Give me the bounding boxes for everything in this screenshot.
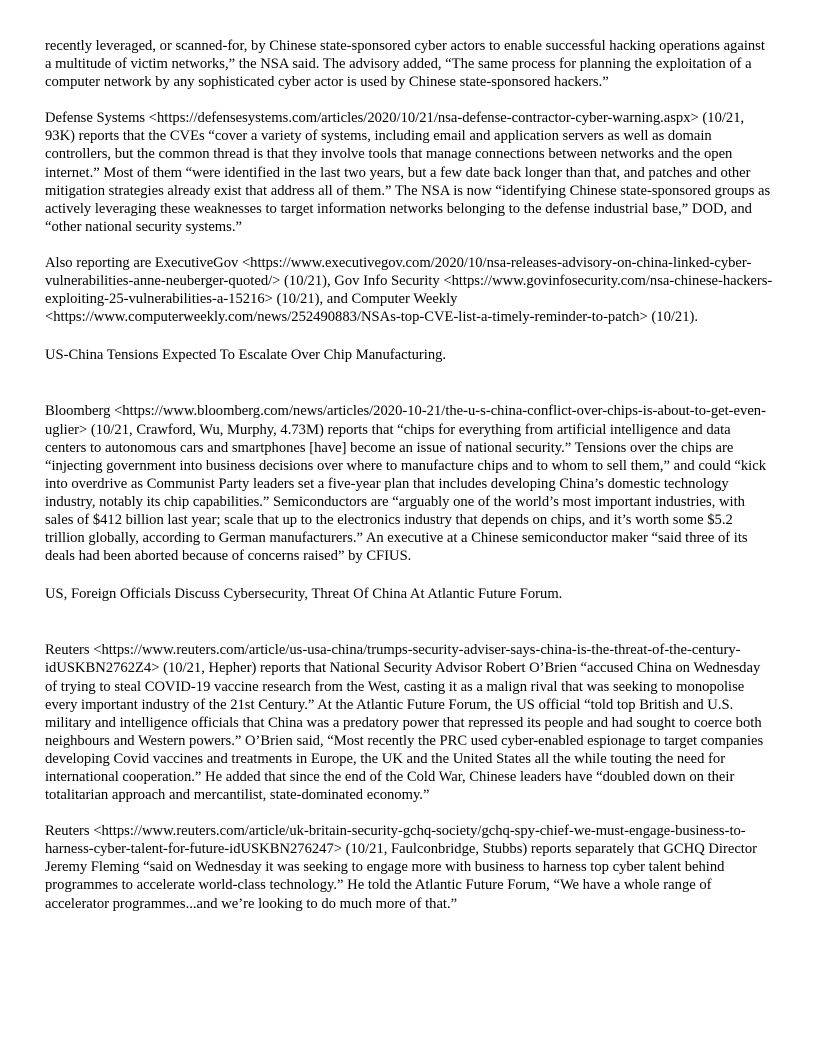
paragraph-reuters-obrien: Reuters <https://www.reuters.com/article/us-usa-china/trumps-security-adviser-says-china-is-the-threat-of-the-century-idUSKBN2762Z4> (10/21, Hepher) reports that National Security Advisor Robert O’Brien “accused China on Wednesday of trying to steal COVID-19 vaccine research from the West, casting it as a malign rival that was seeking to monopolise every important industry of the 21st Century.” At the Atlantic Future Forum, the US official “told top British and U.S. military and intelligence officials that China was a predatory power that repressed its people and had sought to coerce both neighbours and Western powers.” O’Brien said, “Most recently the PRC used cyber-enabled espionage to target companies developing Covid vaccines and treatments in Europe, the UK and the United States all the while touting the need for international cooperation.” He added that since the end of the Cold War, Chinese leaders have “doubled down on their totalitarian approach and mercantilist, state-dominated economy.”: [45, 642, 764, 804]
document-page: [45, 37, 775, 931]
section-heading-atlantic-forum: US, Foreign Officials Discuss Cybersecurity, Threat Of China At Atlantic Future Forum.: [45, 586, 563, 603]
paragraph-defense-systems: Defense Systems <https://defensesystems.com/articles/2020/10/21/nsa-defense-contractor-cyber-warning.aspx> (10/21, 93K) reports that the CVEs “cover a variety of systems, including email and application servers as well as domain controllers, but the common thread is that they involve tools that manage connections between networks and the open internet.” Most of them “were identified in the last two years, but a few date back longer than that, and patches and other mitigation strategies already exist that address all of them.” The NSA is now “identifying Chinese state-sponsored groups as actively leveraging these weaknesses to target information networks belonging to the defense industrial base,” DOD, and “other national security systems.”: [45, 110, 771, 235]
paragraph-bloomberg-chips: Bloomberg <https://www.bloomberg.com/news/articles/2020-10-21/the-u-s-china-conflict-over-chips-is-about-to-get-even-uglier> (10/21, Crawford, Wu, Murphy, 4.73M) reports that “chips for everything from artificial intelligence and data centers to autonomous cars and smartphones [have] become an issue of national security.” Tensions over the chips are “injecting government into business decisions over where to manufacture chips and to whom to sell them,” and could “kick into overdrive as Communist Party leaders set a five-year plan that includes developing China’s domestic technology industry, notably its chip capabilities.” Semiconductors are “arguably one of the world’s most important industries, with sales of $412 billion last year; scale that up to the electronics industry that depends on chips, and it’s worth some $5.2 trillion globally, according to German manufacturers.” An executive at a Chinese semiconductor maker “said three of its deals had been aborted because of concerns raised” by CFIUS.: [45, 403, 766, 565]
paragraph-nsa-continued: recently leveraged, or scanned-for, by Chinese state-sponsored cyber actors to enable successful hacking operations against a multitude of victim networks,” the NSA said. The advisory added, “The same process for planning the exploitation of a computer network by any sophisticated cyber actor is used by Chinese state-sponsored hackers.”: [45, 38, 765, 91]
paragraph-reuters-gchq: Reuters <https://www.reuters.com/article/uk-britain-security-gchq-society/gchq-spy-chief-we-must-engage-business-to-harness-cyber-talent-for-future-idUSKBN276247> (10/21, Faulconbridge, Stubbs) reports separately that GCHQ Director Jeremy Fleming “said on Wednesday it was seeking to engage more with business to harness top cyber talent behind programmes to accelerate world-class technology.” He told the Atlantic Future Forum, “We have a whole range of accelerator programmes...and we’re looking to do much more of that.”: [45, 823, 758, 912]
section-heading-chip-tensions: US-China Tensions Expected To Escalate Over Chip Manufacturing.: [45, 347, 447, 364]
paragraph-also-reporting: Also reporting are ExecutiveGov <https://www.executivegov.com/2020/10/nsa-releases-advisory-on-china-linked-cyber-vulnerabilities-anne-neuberger-quoted/> (10/21), Gov Info Security <https://www.govinfosecurity.com/nsa-chinese-hackers-exploiting-25-vulnerabilities-a-15216> (10/21), and Computer Weekly <https://www.computerweekly.com/news/252490883/NSAs-top-CVE-list-a-timely-reminder-to-patch> (10/21).: [45, 254, 773, 326]
